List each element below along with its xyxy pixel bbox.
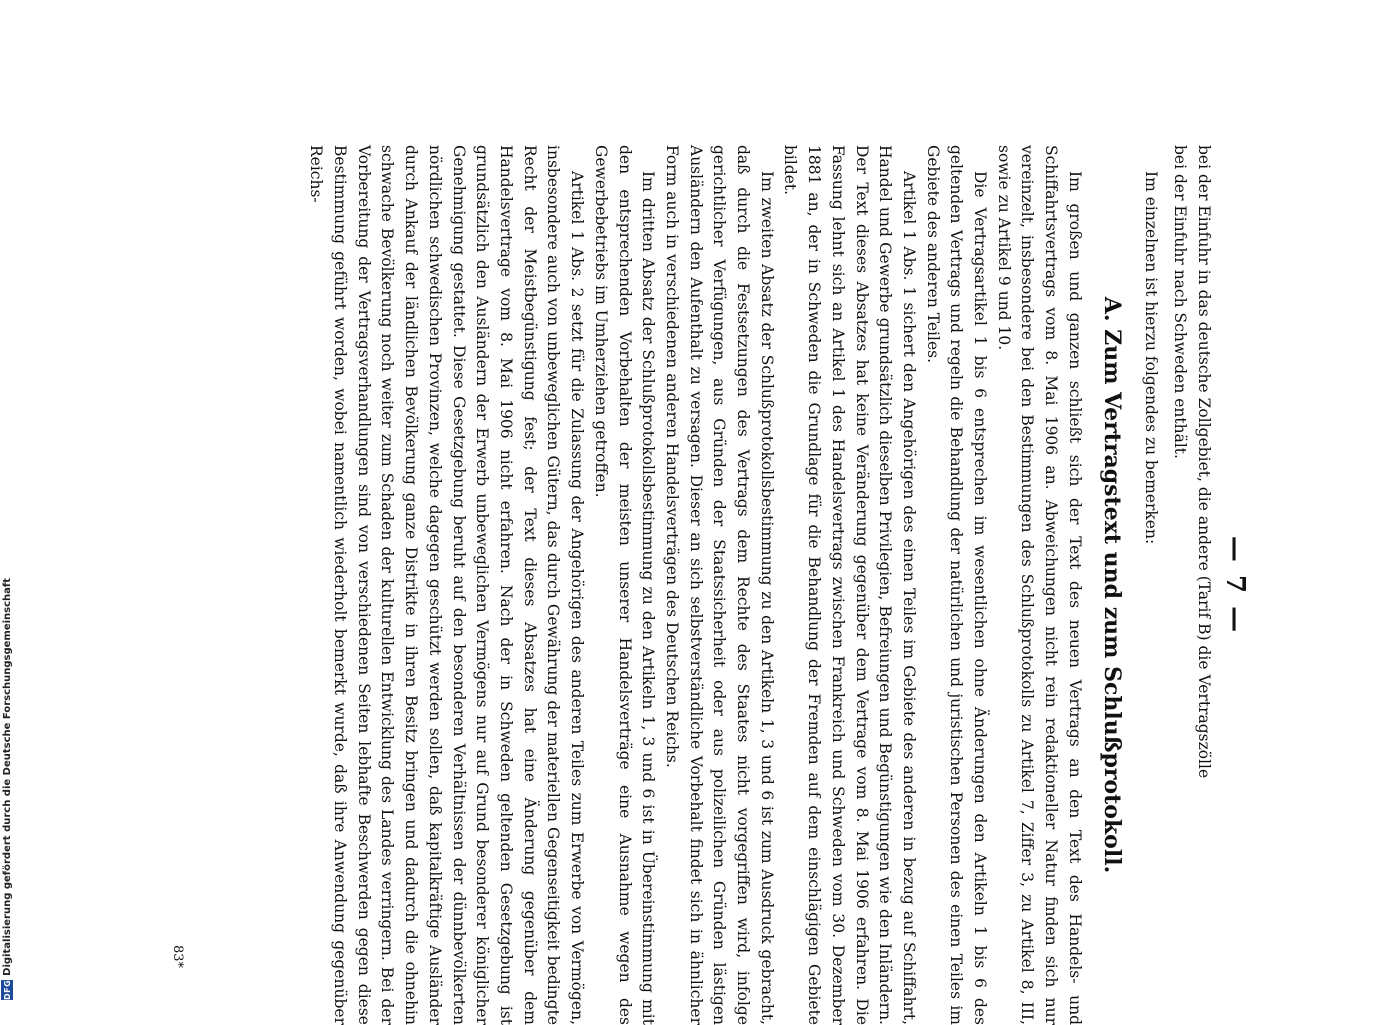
intro-paragraph: Im einzelnen ist hierzu folgendes zu bemerken: [1141,171,1160,545]
paragraph-6: Artikel 1 Abs. 2 setzt für die Zulassung der Angehörigen des anderen Teiles zum Erwerbe von Vermögen, insbesondere auch von unbeweglichen Gütern, das durch Gewährung der materiellen Gegenseitigkeit bedingte Recht der Meistbegünstigung fest; der Text dieses Absatzes hat eine Änderung gegenüber dem Handelsvertrage vom 8. Mai 1906 nicht erfahren. Nach der in Schweden geltenden Gesetzgebung ist grundsätzlich den Ausländern der Erwerb unbeweglichen Vermögens nur auf Grund besonderer königlicher Genehmigung gestattet. Diese Gesetzgebung beruht auf den besonderen Verhältnissen der dünnbevölkerten nördlichen schwedischen Provinzen, welche dagegen geschützt werden sollen, daß kapitalkräftige Ausländer durch Ankauf der ländlichen Bevölkerung ganze Distrikte in ihren Besitz bringen und dadurch die ohnehin schwache Bevölkerung noch weiter zum Schaden der kulturellen Entwicklung des Landes verringern. Bei der Vorbereitung der Vertragsverhandlungen sind von verschiedenen Seiten lebhafte Beschwerden gegen diese Bestimmung geführt worden, wobei namentlich wiederholt bemerkt wurde, daß ihre Anwendung gegenüber Reichs- [307,145,587,1025]
paragraph-4: Im zweiten Absatz der Schlußprotokollsbestimmung zu den Artikeln 1, 3 und 6 ist zum Ausdruck gebracht, daß durch die Festsetzungen des Vertrags dem Rechte des Staates nicht vorgegriffen wird, infolge gerichtlicher Verfügungen, aus Gründen der Staatssicherheit oder aus polizeilichen Gründen lästigen Ausländern den Aufenthalt zu versagen. Dieser an sich selbstverständliche Vorbehalt findet sich in ähnlicher Form auch in verschiedenen anderen Handelsverträgen des Deutschen Reichs. [662,145,776,1025]
paragraph-1: Im großen und ganzen schließt sich der Text des neuen Vertrags an den Text des Handels- und Schiffahrtsvertrags vom 8. Mai 1906 an. Abweichungen nicht rein redaktioneller Natur finden sich nur vereinzelt, insbesondere bei den Bestimmungen des Schlußprotokolls zu Artikel 7, Ziffer 3, zu Artikel 8, III, sowie zu Artikel 9 und 10. [994,145,1084,1025]
paragraph-5: Im dritten Absatz der Schlußprotokollsbestimmung zu den Artikeln 1, 3 und 6 ist in Übereinstimmung mit den entsprechenden Vorbehalten der meisten unserer Handelsverträge eine Ausnahme wegen des Gewerbebetriebs im Umherziehen getroffen. [591,145,658,1025]
paragraph-2: Die Vertragsartikel 1 bis 6 entsprechen im wesentlichen ohne Änderungen den Artikeln 1 bis 6 des geltenden Vertrags und regeln die Behandlung der natürlichen und juristischen Personen des einen Teiles im Gebiete des anderen Teiles. [923,145,990,1025]
document-page [145,145,1255,1025]
section-heading: A. Zum Vertragstext und zum Schlußprotokoll. [1098,296,1125,874]
dfg-logo-icon: DFG [2,979,12,1000]
intro-line-1: bei der Einfuhr in das deutsche Zollgebiet, die andere (Tarif B) die Vertragszölle [1195,145,1213,779]
intro-line-2: bei der Einfuhr nach Schweden enthält. [1171,145,1190,459]
digitization-stamp [0,577,14,1000]
page-number: — 7 — [1220,535,1250,635]
signature-mark: 83* [170,945,185,969]
paragraph-3: Artikel 1 Abs. 1 sichert den Angehörigen des einen Teiles im Gebiete des anderen in bezug auf Schiffahrt, Handel und Gewerbe grundsätzlich dieselben Privilegien, Befreiungen und Begünstigungen wie den Inländern. Der Text dieses Absatzes hat keine Veränderung gegenüber dem Vertrage vom 8. Mai 1906 erfahren. Die Fassung lehnt sich an Artikel 1 des Handelsvertrags zwischen Frankreich und Schweden vom 30. Dezember 1881 an, der in Schweden die Grundlage für die Behandlung der Fremden auf dem einschlägigen Gebiete bildet. [781,145,918,1025]
digitization-credit: Digitalisierung gefördert durch die Deutsche Forschungsgemeinschaft [1,577,13,976]
